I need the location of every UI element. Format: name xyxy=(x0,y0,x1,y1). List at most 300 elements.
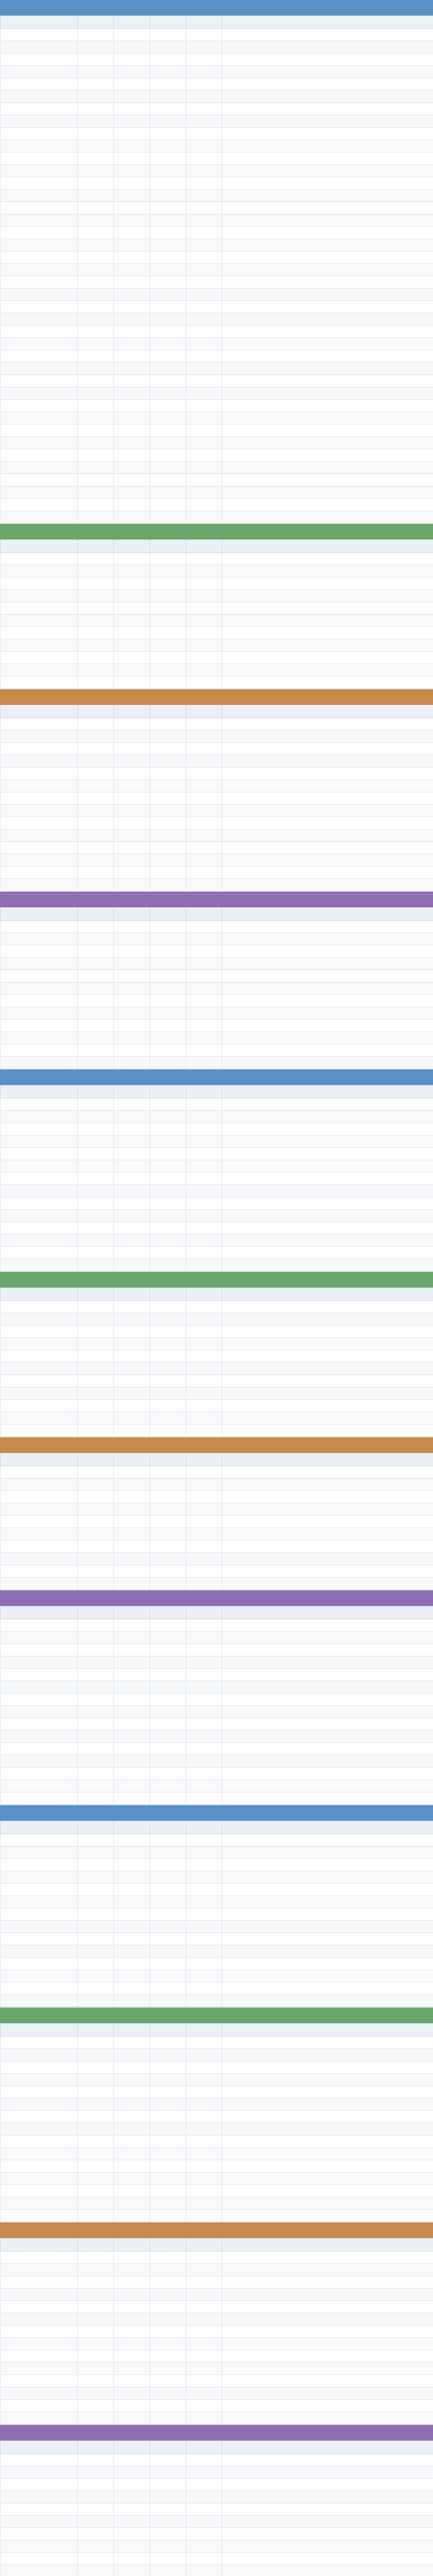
table-cell xyxy=(186,664,222,676)
table-row xyxy=(1,264,433,276)
table-cell xyxy=(78,2049,114,2061)
table-cell xyxy=(222,2326,433,2338)
table-row xyxy=(1,91,433,103)
table-cell xyxy=(78,664,114,676)
table-cell xyxy=(78,140,114,152)
table-cell xyxy=(186,1479,222,1491)
table-cell xyxy=(78,743,114,755)
table-cell xyxy=(78,152,114,165)
table-cell xyxy=(114,805,150,817)
table-cell xyxy=(186,1834,222,1846)
table-cell xyxy=(222,743,433,755)
table-cell xyxy=(186,165,222,177)
table-cell xyxy=(150,2400,186,2412)
table-cell xyxy=(1,486,78,499)
table-cell xyxy=(186,553,222,565)
price-table xyxy=(0,2023,433,2222)
table-cell xyxy=(114,2301,150,2313)
table-cell xyxy=(78,2276,114,2289)
table-cell xyxy=(150,945,186,958)
table-cell xyxy=(222,1846,433,1859)
table-cell xyxy=(186,1313,222,1326)
column-header xyxy=(150,1821,186,1834)
table-cell xyxy=(114,2466,150,2479)
table-cell xyxy=(222,29,433,41)
table-cell xyxy=(1,251,78,264)
table-cell xyxy=(150,2565,186,2576)
table-cell xyxy=(114,718,150,731)
table-cell xyxy=(222,2363,433,2375)
table-cell xyxy=(150,627,186,639)
table-cell xyxy=(150,1222,186,1234)
table-cell xyxy=(222,437,433,449)
table-cell xyxy=(78,1503,114,1516)
table-cell xyxy=(186,2061,222,2074)
table-cell xyxy=(186,1425,222,1437)
column-header xyxy=(114,1821,150,1834)
table-row xyxy=(1,1768,433,1780)
table-cell xyxy=(186,1669,222,1681)
table-cell xyxy=(78,1755,114,1768)
table-cell xyxy=(78,2173,114,2185)
table-cell xyxy=(78,66,114,78)
table-cell xyxy=(78,239,114,251)
table-cell xyxy=(78,768,114,780)
table-row xyxy=(1,350,433,363)
table-cell xyxy=(186,578,222,590)
table-cell xyxy=(114,1375,150,1387)
table-row xyxy=(1,1032,433,1044)
table-cell xyxy=(150,1933,186,1945)
table-cell xyxy=(78,1871,114,1884)
table-cell xyxy=(78,2491,114,2503)
table-row xyxy=(1,2375,433,2387)
table-cell xyxy=(78,1222,114,1234)
section-title xyxy=(0,2008,433,2023)
table-cell xyxy=(78,1032,114,1044)
table-cell xyxy=(1,1111,78,1123)
table-cell xyxy=(78,1098,114,1111)
table-cell xyxy=(114,970,150,982)
section-title xyxy=(0,524,433,539)
report-section xyxy=(0,1070,433,1272)
table-cell xyxy=(186,2160,222,2173)
table-cell xyxy=(150,165,186,177)
column-header xyxy=(222,2239,433,2251)
table-cell xyxy=(78,2037,114,2049)
table-row xyxy=(1,2074,433,2086)
table-row xyxy=(1,412,433,425)
table-cell xyxy=(186,1466,222,1479)
table-cell xyxy=(114,1644,150,1656)
table-cell xyxy=(150,590,186,602)
table-cell xyxy=(114,1516,150,1528)
table-row xyxy=(1,2313,433,2326)
table-cell xyxy=(222,264,433,276)
table-row xyxy=(1,2454,433,2466)
table-cell xyxy=(1,1466,78,1479)
table-cell xyxy=(1,437,78,449)
table-cell xyxy=(222,2338,433,2350)
column-header xyxy=(186,1453,222,1466)
table-cell xyxy=(1,792,78,805)
table-cell xyxy=(78,2264,114,2276)
table-cell xyxy=(150,363,186,375)
table-cell xyxy=(222,1044,433,1057)
table-cell xyxy=(78,1491,114,1503)
table-cell xyxy=(150,768,186,780)
table-cell xyxy=(114,2326,150,2338)
table-cell xyxy=(114,2503,150,2516)
table-cell xyxy=(1,2412,78,2425)
table-cell xyxy=(78,425,114,437)
table-cell xyxy=(114,2479,150,2491)
column-header xyxy=(78,908,114,921)
table-cell xyxy=(1,313,78,326)
table-cell xyxy=(150,1995,186,2007)
table-cell xyxy=(1,2111,78,2123)
table-cell xyxy=(186,817,222,829)
table-cell xyxy=(186,1363,222,1375)
table-cell xyxy=(150,780,186,792)
table-cell xyxy=(1,264,78,276)
table-cell xyxy=(114,792,150,805)
table-cell xyxy=(1,1098,78,1111)
table-cell xyxy=(78,227,114,239)
table-cell xyxy=(186,1859,222,1871)
table-cell xyxy=(186,350,222,363)
table-cell xyxy=(114,2123,150,2136)
table-cell xyxy=(186,842,222,854)
table-cell xyxy=(186,2363,222,2375)
column-header xyxy=(186,1288,222,1301)
table-row xyxy=(1,1970,433,1982)
table-cell xyxy=(222,1871,433,1884)
price-table xyxy=(0,1453,433,1590)
column-header xyxy=(150,705,186,718)
table-cell xyxy=(1,1834,78,1846)
table-cell xyxy=(150,239,186,251)
table-cell xyxy=(150,1479,186,1491)
table-cell xyxy=(78,2466,114,2479)
table-cell xyxy=(150,2148,186,2160)
table-cell xyxy=(114,1896,150,1908)
table-cell xyxy=(78,982,114,995)
table-cell xyxy=(1,1669,78,1681)
table-row xyxy=(1,652,433,664)
column-header xyxy=(1,16,78,29)
section-title xyxy=(0,1590,433,1606)
price-table xyxy=(0,1606,433,1805)
table-cell xyxy=(78,829,114,842)
table-row xyxy=(1,115,433,128)
table-cell xyxy=(222,1375,433,1387)
table-cell xyxy=(1,1185,78,1197)
table-cell xyxy=(78,1247,114,1259)
table-cell xyxy=(78,1768,114,1780)
table-cell xyxy=(114,400,150,412)
table-cell xyxy=(150,1859,186,1871)
table-cell xyxy=(186,1731,222,1743)
table-cell xyxy=(150,2197,186,2210)
table-row xyxy=(1,1896,433,1908)
table-cell xyxy=(150,511,186,523)
table-cell xyxy=(78,251,114,264)
column-header xyxy=(114,908,150,921)
table-cell xyxy=(114,499,150,511)
header-row xyxy=(1,2441,433,2454)
table-cell xyxy=(222,289,433,301)
table-cell xyxy=(1,1970,78,1982)
table-cell xyxy=(150,1185,186,1197)
section-title xyxy=(0,2223,433,2238)
table-cell xyxy=(1,276,78,289)
table-row xyxy=(1,780,433,792)
table-row xyxy=(1,2264,433,2276)
table-cell xyxy=(78,2565,114,2576)
table-cell xyxy=(150,2491,186,2503)
table-cell xyxy=(222,2313,433,2326)
table-cell xyxy=(186,338,222,350)
table-cell xyxy=(150,854,186,867)
table-cell xyxy=(222,1173,433,1185)
table-row xyxy=(1,1197,433,1210)
table-cell xyxy=(114,78,150,91)
table-cell xyxy=(186,1945,222,1958)
table-cell xyxy=(78,1945,114,1958)
table-cell xyxy=(114,128,150,140)
table-cell xyxy=(150,1516,186,1528)
table-cell xyxy=(114,639,150,652)
table-row xyxy=(1,2338,433,2350)
table-cell xyxy=(222,41,433,54)
table-row xyxy=(1,995,433,1007)
table-cell xyxy=(1,350,78,363)
table-row xyxy=(1,2049,433,2061)
table-cell xyxy=(1,958,78,970)
table-cell xyxy=(222,2251,433,2264)
table-cell xyxy=(78,652,114,664)
table-cell xyxy=(114,2074,150,2086)
table-cell xyxy=(222,2387,433,2400)
table-row xyxy=(1,982,433,995)
table-cell xyxy=(114,177,150,190)
table-cell xyxy=(114,879,150,891)
table-cell xyxy=(114,1313,150,1326)
table-cell xyxy=(186,41,222,54)
table-row xyxy=(1,1921,433,1933)
table-row xyxy=(1,2148,433,2160)
table-cell xyxy=(1,1326,78,1338)
table-row xyxy=(1,2516,433,2528)
table-cell xyxy=(222,78,433,91)
table-cell xyxy=(150,2350,186,2363)
table-row xyxy=(1,1375,433,1387)
table-cell xyxy=(78,1693,114,1706)
table-cell xyxy=(1,1958,78,1970)
table-cell xyxy=(78,731,114,743)
table-cell xyxy=(186,933,222,945)
section-title xyxy=(0,1272,433,1287)
table-cell xyxy=(150,1350,186,1363)
report-section xyxy=(0,689,433,892)
table-cell xyxy=(114,511,150,523)
column-header xyxy=(78,16,114,29)
table-cell xyxy=(222,2074,433,2086)
table-cell xyxy=(186,2210,222,2222)
column-header xyxy=(1,705,78,718)
table-cell xyxy=(150,1619,186,1632)
table-cell xyxy=(114,338,150,350)
table-cell xyxy=(186,2301,222,2313)
table-row xyxy=(1,1479,433,1491)
table-cell xyxy=(186,2516,222,2528)
table-row xyxy=(1,177,433,190)
section-title xyxy=(0,1070,433,1085)
table-row xyxy=(1,565,433,578)
column-header xyxy=(1,1606,78,1619)
table-cell xyxy=(222,1780,433,1792)
table-cell xyxy=(222,1222,433,1234)
table-row xyxy=(1,792,433,805)
table-row xyxy=(1,1516,433,1528)
table-cell xyxy=(1,1921,78,1933)
table-cell xyxy=(222,2412,433,2425)
column-header xyxy=(150,1288,186,1301)
table-cell xyxy=(186,590,222,602)
table-cell xyxy=(114,1768,150,1780)
table-cell xyxy=(78,842,114,854)
table-cell xyxy=(222,1185,433,1197)
table-cell xyxy=(114,1185,150,1197)
table-cell xyxy=(1,214,78,227)
table-cell xyxy=(78,437,114,449)
table-cell xyxy=(186,462,222,474)
table-cell xyxy=(1,289,78,301)
table-cell xyxy=(150,1375,186,1387)
table-cell xyxy=(150,425,186,437)
table-cell xyxy=(186,177,222,190)
table-cell xyxy=(78,128,114,140)
table-cell xyxy=(1,2289,78,2301)
table-cell xyxy=(222,615,433,627)
table-cell xyxy=(78,1400,114,1412)
table-cell xyxy=(114,326,150,338)
column-header xyxy=(186,1606,222,1619)
table-cell xyxy=(114,2264,150,2276)
table-row xyxy=(1,1731,433,1743)
table-row xyxy=(1,2412,433,2425)
table-cell xyxy=(78,2363,114,2375)
table-cell xyxy=(114,2491,150,2503)
table-cell xyxy=(78,202,114,214)
table-row xyxy=(1,499,433,511)
table-cell xyxy=(222,1528,433,1540)
table-row xyxy=(1,1338,433,1350)
table-cell xyxy=(222,1896,433,1908)
table-cell xyxy=(1,1479,78,1491)
table-row xyxy=(1,2251,433,2264)
report-section xyxy=(0,1805,433,2008)
table-cell xyxy=(1,1644,78,1656)
table-cell xyxy=(1,1859,78,1871)
table-cell xyxy=(78,165,114,177)
header-row xyxy=(1,2024,433,2037)
section-title xyxy=(0,1437,433,1453)
column-header xyxy=(114,1086,150,1098)
table-cell xyxy=(78,933,114,945)
table-cell xyxy=(150,995,186,1007)
table-cell xyxy=(186,2412,222,2425)
table-cell xyxy=(222,1466,433,1479)
table-cell xyxy=(186,1057,222,1069)
table-cell xyxy=(150,1173,186,1185)
table-cell xyxy=(222,2289,433,2301)
column-header xyxy=(78,2024,114,2037)
table-cell xyxy=(150,933,186,945)
table-cell xyxy=(222,1136,433,1148)
table-cell xyxy=(114,1834,150,1846)
table-cell xyxy=(114,829,150,842)
table-cell xyxy=(78,1044,114,1057)
table-cell xyxy=(186,2098,222,2111)
table-cell xyxy=(1,1197,78,1210)
table-cell xyxy=(186,565,222,578)
table-cell xyxy=(78,1111,114,1123)
table-cell xyxy=(186,995,222,1007)
table-cell xyxy=(222,2516,433,2528)
table-cell xyxy=(78,214,114,227)
table-row xyxy=(1,970,433,982)
table-cell xyxy=(1,2387,78,2400)
table-cell xyxy=(150,1896,186,1908)
table-cell xyxy=(222,54,433,66)
table-row xyxy=(1,1044,433,1057)
table-cell xyxy=(78,1313,114,1326)
price-table xyxy=(0,2238,433,2425)
table-cell xyxy=(222,1706,433,1718)
table-cell xyxy=(222,2098,433,2111)
table-row xyxy=(1,1350,433,1363)
table-cell xyxy=(114,1123,150,1136)
table-cell xyxy=(150,1755,186,1768)
table-cell xyxy=(1,639,78,652)
table-cell xyxy=(222,190,433,202)
table-cell xyxy=(186,602,222,615)
table-cell xyxy=(222,2491,433,2503)
table-cell xyxy=(1,1755,78,1768)
table-row xyxy=(1,1020,433,1032)
table-row xyxy=(1,921,433,933)
table-cell xyxy=(114,29,150,41)
table-cell xyxy=(222,2503,433,2516)
table-cell xyxy=(186,2400,222,2412)
table-cell xyxy=(222,2086,433,2098)
table-cell xyxy=(150,29,186,41)
table-cell xyxy=(150,1210,186,1222)
table-row xyxy=(1,29,433,41)
table-cell xyxy=(114,1173,150,1185)
table-cell xyxy=(78,1619,114,1632)
table-cell xyxy=(150,2086,186,2098)
table-row xyxy=(1,1057,433,1069)
table-cell xyxy=(78,2400,114,2412)
table-cell xyxy=(78,1644,114,1656)
table-cell xyxy=(222,879,433,891)
table-cell xyxy=(78,1136,114,1148)
table-cell xyxy=(114,2185,150,2197)
table-cell xyxy=(1,227,78,239)
